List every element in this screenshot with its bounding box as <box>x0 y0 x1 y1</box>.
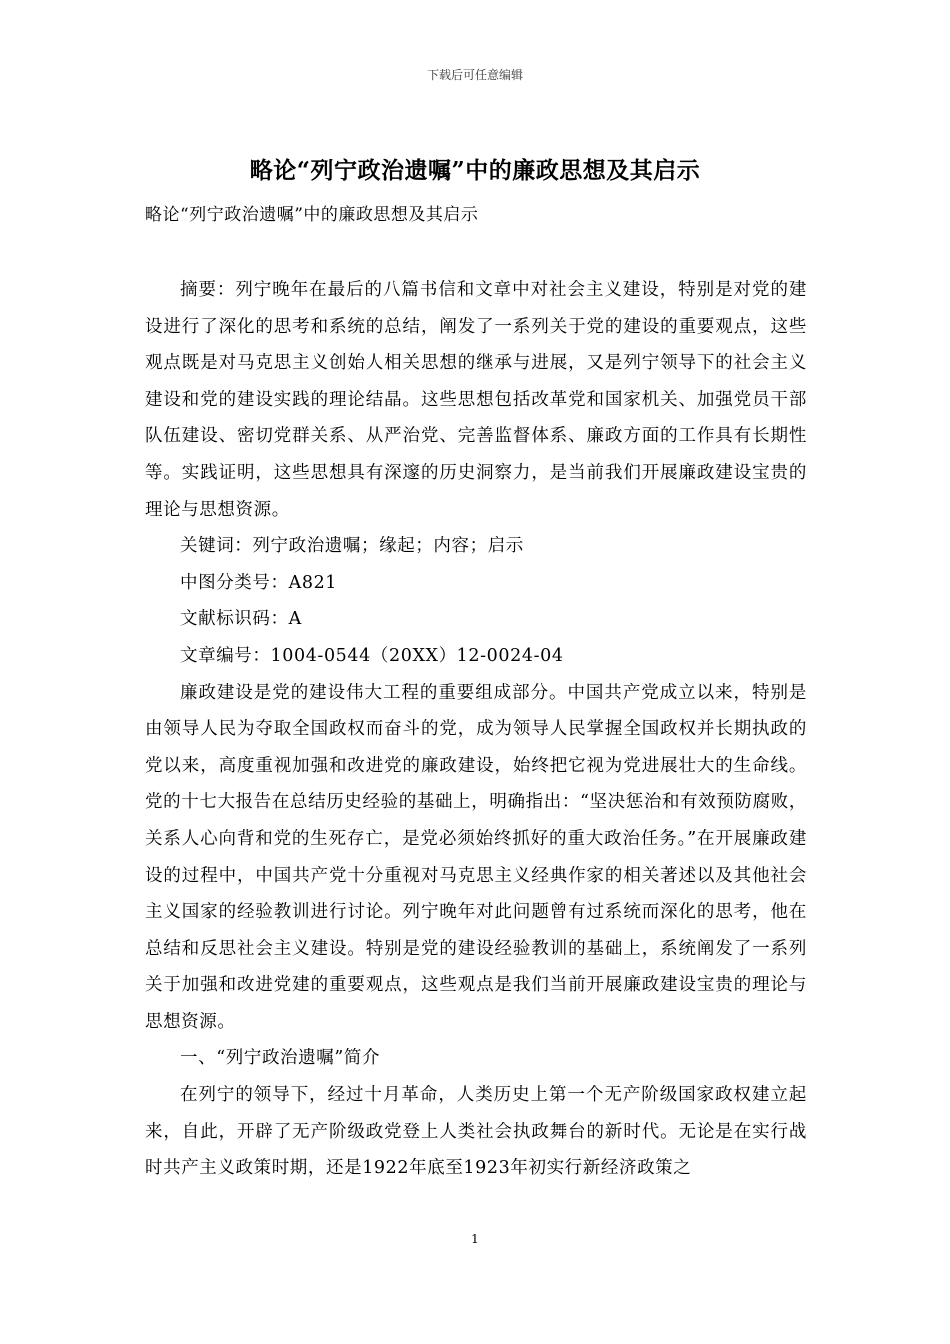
document-body <box>145 272 807 1187</box>
page-header: 下载后可任意编辑 <box>426 68 523 82</box>
document-title: 略论“列宁政治遗嘱”中的廉政思想及其启示 <box>249 157 701 184</box>
intro-paragraph: 廉政建设是党的建设伟大工程的重要组成部分。中国共产党成立以来，特别是由领导人民为夺取全国政权而奋斗的党，成为领导人民掌握全国政权并长期执政的党以来，高度重视加强和改进党的廉政建设，始终把它视为党进展壮大的生命线。党的十七大报告在总结历史经验的基础上，明确指出：“坚决惩治和有效预防腐败，关系人心向背和党的生死存亡，是党必须始终抓好的重大政治任务。”在开展廉政建设的过程中，中国共产党十分重视对马克思主义经典作家的相关著述以及其他社会主义国家的经验教训进行讨论。列宁晚年对此问题曾有过系统而深化的思考，他在总结和反思社会主义建设。特别是党的建设经验教训的基础上，系统阐发了一系列关于加强和改进党建的重要观点，这些观点是我们当前开展廉政建设宝贵的理论与思想资源。 <box>145 682 807 1032</box>
keywords-line: 关键词：列宁政治遗嘱；缘起；内容；启示 <box>180 536 524 557</box>
classification-line: 中图分类号：A821 <box>180 572 338 593</box>
document-subtitle: 略论“列宁政治遗嘱”中的廉政思想及其启示 <box>145 205 479 225</box>
page-number: 1 <box>471 1232 479 1246</box>
abstract-paragraph: 摘要：列宁晚年在最后的八篇书信和文章中对社会主义建设，特别是对党的建设进行了深化的思考和系统的总结，阐发了一系列关于党的建设的重要观点，这些观点既是对马克思主义创始人相关思想的继承与进展，又是列宁领导下的社会主义建设和党的建设实践的理论结晶。这些思想包括改革党和国家机关、加强党员干部队伍建设、密切党群关系、从严治党、完善监督体系、廉政方面的工作具有长期性等。实践证明，这些思想具有深邃的历史洞察力，是当前我们开展廉政建设宝贵的理论与思想资源。 <box>145 280 807 520</box>
section-paragraph: 在列宁的领导下，经过十月革命，人类历史上第一个无产阶级国家政权建立起来，自此，开辟了无产阶级政党登上人类社会执政舞台的新时代。无论是在实行战时共产主义政策时期，还是1922年底至1923年初实行新经济政策之 <box>145 1085 807 1179</box>
article-number-line: 文章编号：1004-0544（20XX）12-0024-04 <box>180 645 564 666</box>
document-code-line: 文献标识码：A <box>180 609 302 630</box>
section-heading: 一、“列宁政治遗嘱”简介 <box>180 1048 381 1069</box>
